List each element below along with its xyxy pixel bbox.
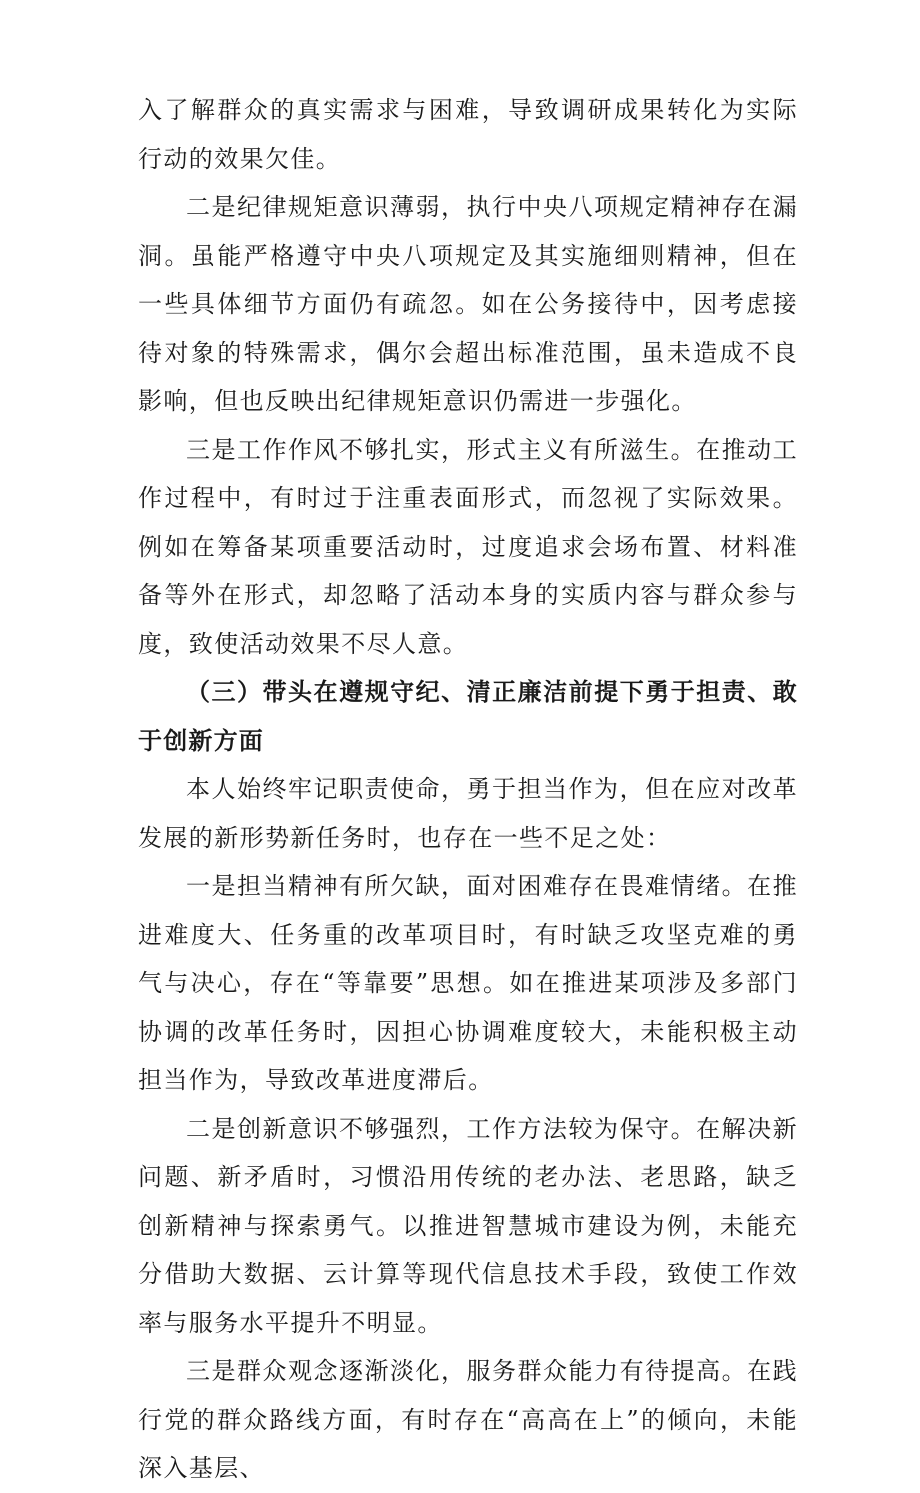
- paragraph-innovation: 二是创新意识不够强烈，工作方法较为保守。在解决新问题、新矛盾时，习惯沿用传统的老办法、老思路，缺乏创新精神与探索勇气。以推进智慧城市建设为例，未能充分借助大数据、云计算等现代信息技术手段，致使工作效率与服务水平提升不明显。: [138, 1114, 798, 1337]
- paragraph-mass-line: 三是群众观念逐渐淡化，服务群众能力有待提高。在践行党的群众路线方面，有时存在“高高在上”的倾向，未能深入基层、: [138, 1357, 798, 1482]
- section-heading-three: （三）带头在遵规守纪、清正廉洁前提下勇于担责、敢于创新方面: [138, 678, 798, 755]
- paragraph-responsibility: 一是担当精神有所欠缺，面对困难存在畏难情绪。在推进难度大、任务重的改革项目时，有时缺乏攻坚克难的勇气与决心，存在“等靠要”思想。如在推进某项涉及多部门协调的改革任务时，因担心协调难度较大，未能积极主动担当作为，导致改革进度滞后。: [138, 872, 798, 1094]
- paragraph-research-continuation: 入了解群众的真实需求与困难，导致调研成果转化为实际行动的效果欠佳。: [138, 96, 798, 173]
- paragraph-work-style: 三是工作作风不够扎实，形式主义有所滋生。在推动工作过程中，有时过于注重表面形式，而忽视了实际效果。例如在筹备某项重要活动时，过度追求会场布置、材料准备等外在形式，却忽略了活动本身的实质内容与群众参与度，致使活动效果不尽人意。: [138, 435, 798, 658]
- paragraph-section-intro: 本人始终牢记职责使命，勇于担当作为，但在应对改革发展的新形势新任务时，也存在一些不足之处：: [138, 775, 798, 852]
- paragraph-discipline-awareness: 二是纪律规矩意识薄弱，执行中央八项规定精神存在漏洞。虽能严格遵守中央八项规定及其实施细则精神，但在一些具体细节方面仍有疏忽。如在公务接待中，因考虑接待对象的特殊需求，偶尔会超出标准范围，虽未造成不良影响，但也反映出纪律规矩意识仍需进一步强化。: [138, 193, 798, 415]
- document-body: [138, 86, 798, 1493]
